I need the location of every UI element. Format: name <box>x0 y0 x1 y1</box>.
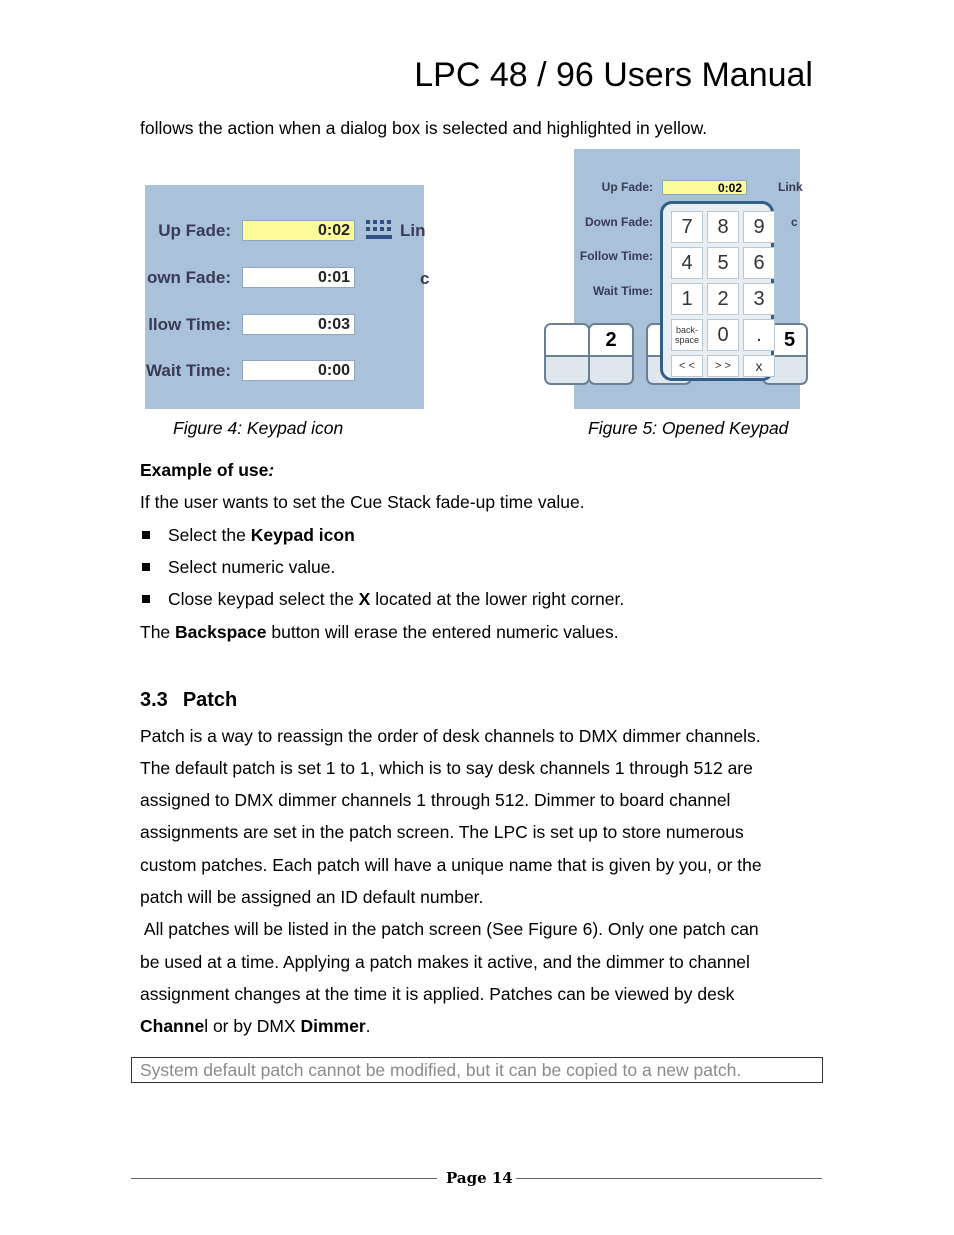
up-fade-field[interactable]: 0:02 <box>242 220 355 241</box>
side-label: c <box>420 269 430 288</box>
intro-text: follows the action when a dialog box is selected and highlighted in yellow. <box>140 118 708 138</box>
paragraph-line: be used at a time. Applying a patch makes it active, and the dimmer to channel <box>140 952 750 972</box>
wait-time-field[interactable]: 0:00 <box>242 360 355 381</box>
text-bold: Channe <box>140 1016 205 1036</box>
paragraph-line: assignment changes at the time it is applied. Patches can be viewed by desk <box>140 984 735 1004</box>
follow-time-field[interactable]: 0:03 <box>242 314 355 335</box>
text: The <box>140 622 176 642</box>
paragraph-line <box>140 1016 371 1037</box>
up-fade-label: Up Fade: <box>601 180 653 194</box>
decimal-key[interactable]: . <box>743 319 775 351</box>
down-fade-label: Down Fade: <box>585 215 653 229</box>
link-label: Lin <box>400 221 426 240</box>
example-heading-colon: : <box>268 460 275 480</box>
background-key <box>544 323 590 385</box>
text: l or by DMX <box>204 1016 301 1036</box>
paragraph-line: All patches will be listed in the patch screen (See Figure 6). Only one patch can <box>140 919 759 939</box>
key-0[interactable]: 0 <box>707 319 739 351</box>
down-fade-label: own Fade: <box>146 268 231 287</box>
paragraph-line: assignments are set in the patch screen. The LPC is set up to store numerous <box>140 822 744 842</box>
bullet-item <box>168 525 355 546</box>
background-key <box>588 323 634 385</box>
example-heading <box>140 460 274 481</box>
key-4[interactable]: 4 <box>671 247 703 279</box>
section-heading <box>140 689 237 712</box>
figure-4-keypad-icon <box>145 185 430 409</box>
text: button will erase the entered numeric values. <box>266 622 619 642</box>
bullet-text: Close keypad select the <box>168 589 359 609</box>
close-keypad-key[interactable]: x <box>743 355 775 377</box>
text-bold: Backspace <box>175 622 267 642</box>
example-heading-text: Example of use <box>140 460 269 480</box>
paragraph-line: patch will be assigned an ID default number. <box>140 887 484 907</box>
key-7[interactable]: 7 <box>671 211 703 243</box>
figure-4-caption: Figure 4: Keypad icon <box>173 418 344 438</box>
bullet-marker <box>142 563 150 571</box>
footer-rule-right <box>516 1178 822 1179</box>
wait-time-label: Wait Time: <box>145 361 231 380</box>
key-2[interactable]: 2 <box>707 283 739 315</box>
page-number: Page 14 <box>446 1169 513 1187</box>
bullet-marker <box>142 531 150 539</box>
bullet-text: located at the lower right corner. <box>370 589 625 609</box>
paragraph-line: Patch is a way to reassign the order of desk channels to DMX dimmer channels. <box>140 726 761 746</box>
up-fade-field[interactable]: 0:02 <box>662 180 747 195</box>
key-1[interactable]: 1 <box>671 283 703 315</box>
move-left-key[interactable]: < < <box>671 355 703 377</box>
section-title: Patch <box>182 689 238 711</box>
keypad-panel <box>660 201 774 381</box>
document-title: LPC 48 / 96 Users Manual <box>414 56 813 94</box>
text: . <box>365 1016 371 1036</box>
side-label: c <box>791 215 798 229</box>
background-key-label: 5 <box>764 325 806 357</box>
follow-time-label: llow Time: <box>148 315 231 334</box>
footer-rule-left <box>131 1178 437 1179</box>
bullet-item <box>168 589 624 610</box>
wait-time-label: Wait Time: <box>592 284 653 298</box>
follow-time-label: Follow Time: <box>579 249 653 263</box>
background-key-label: 2 <box>590 325 632 357</box>
key-3[interactable]: 3 <box>743 283 775 315</box>
paragraph-line: custom patches. Each patch will have a unique name that is given by you, or the <box>140 855 762 875</box>
text-bold: Dimmer <box>300 1016 366 1036</box>
key-8[interactable]: 8 <box>707 211 739 243</box>
move-right-key[interactable]: > > <box>707 355 739 377</box>
bullet-item: Select numeric value. <box>168 557 336 577</box>
bullet-text: Select the <box>168 525 251 545</box>
keypad-icon[interactable] <box>365 219 395 241</box>
key-5[interactable]: 5 <box>707 247 739 279</box>
example-intro: If the user wants to set the Cue Stack fade-up time value. <box>140 492 585 512</box>
down-fade-field[interactable]: 0:01 <box>242 267 355 288</box>
bullet-marker <box>142 595 150 603</box>
figure-5-caption: Figure 5: Opened Keypad <box>588 418 789 438</box>
paragraph-line: assigned to DMX dimmer channels 1 through 512. Dimmer to board channel <box>140 790 731 810</box>
link-label: Link <box>778 180 803 194</box>
backspace-note <box>140 622 619 643</box>
figure-5-opened-keypad <box>574 149 803 409</box>
bullet-bold: X <box>358 589 371 609</box>
section-number: 3.3 <box>140 689 168 711</box>
bullet-bold: Keypad icon <box>250 525 355 545</box>
key-6[interactable]: 6 <box>743 247 775 279</box>
paragraph-line: The default patch is set 1 to 1, which is to say desk channels 1 through 512 are <box>140 758 753 778</box>
key-9[interactable]: 9 <box>743 211 775 243</box>
up-fade-label: Up Fade: <box>158 221 231 240</box>
note-box: System default patch cannot be modified, but it can be copied to a new patch. <box>131 1057 823 1083</box>
backspace-key[interactable]: back-space <box>671 319 703 351</box>
